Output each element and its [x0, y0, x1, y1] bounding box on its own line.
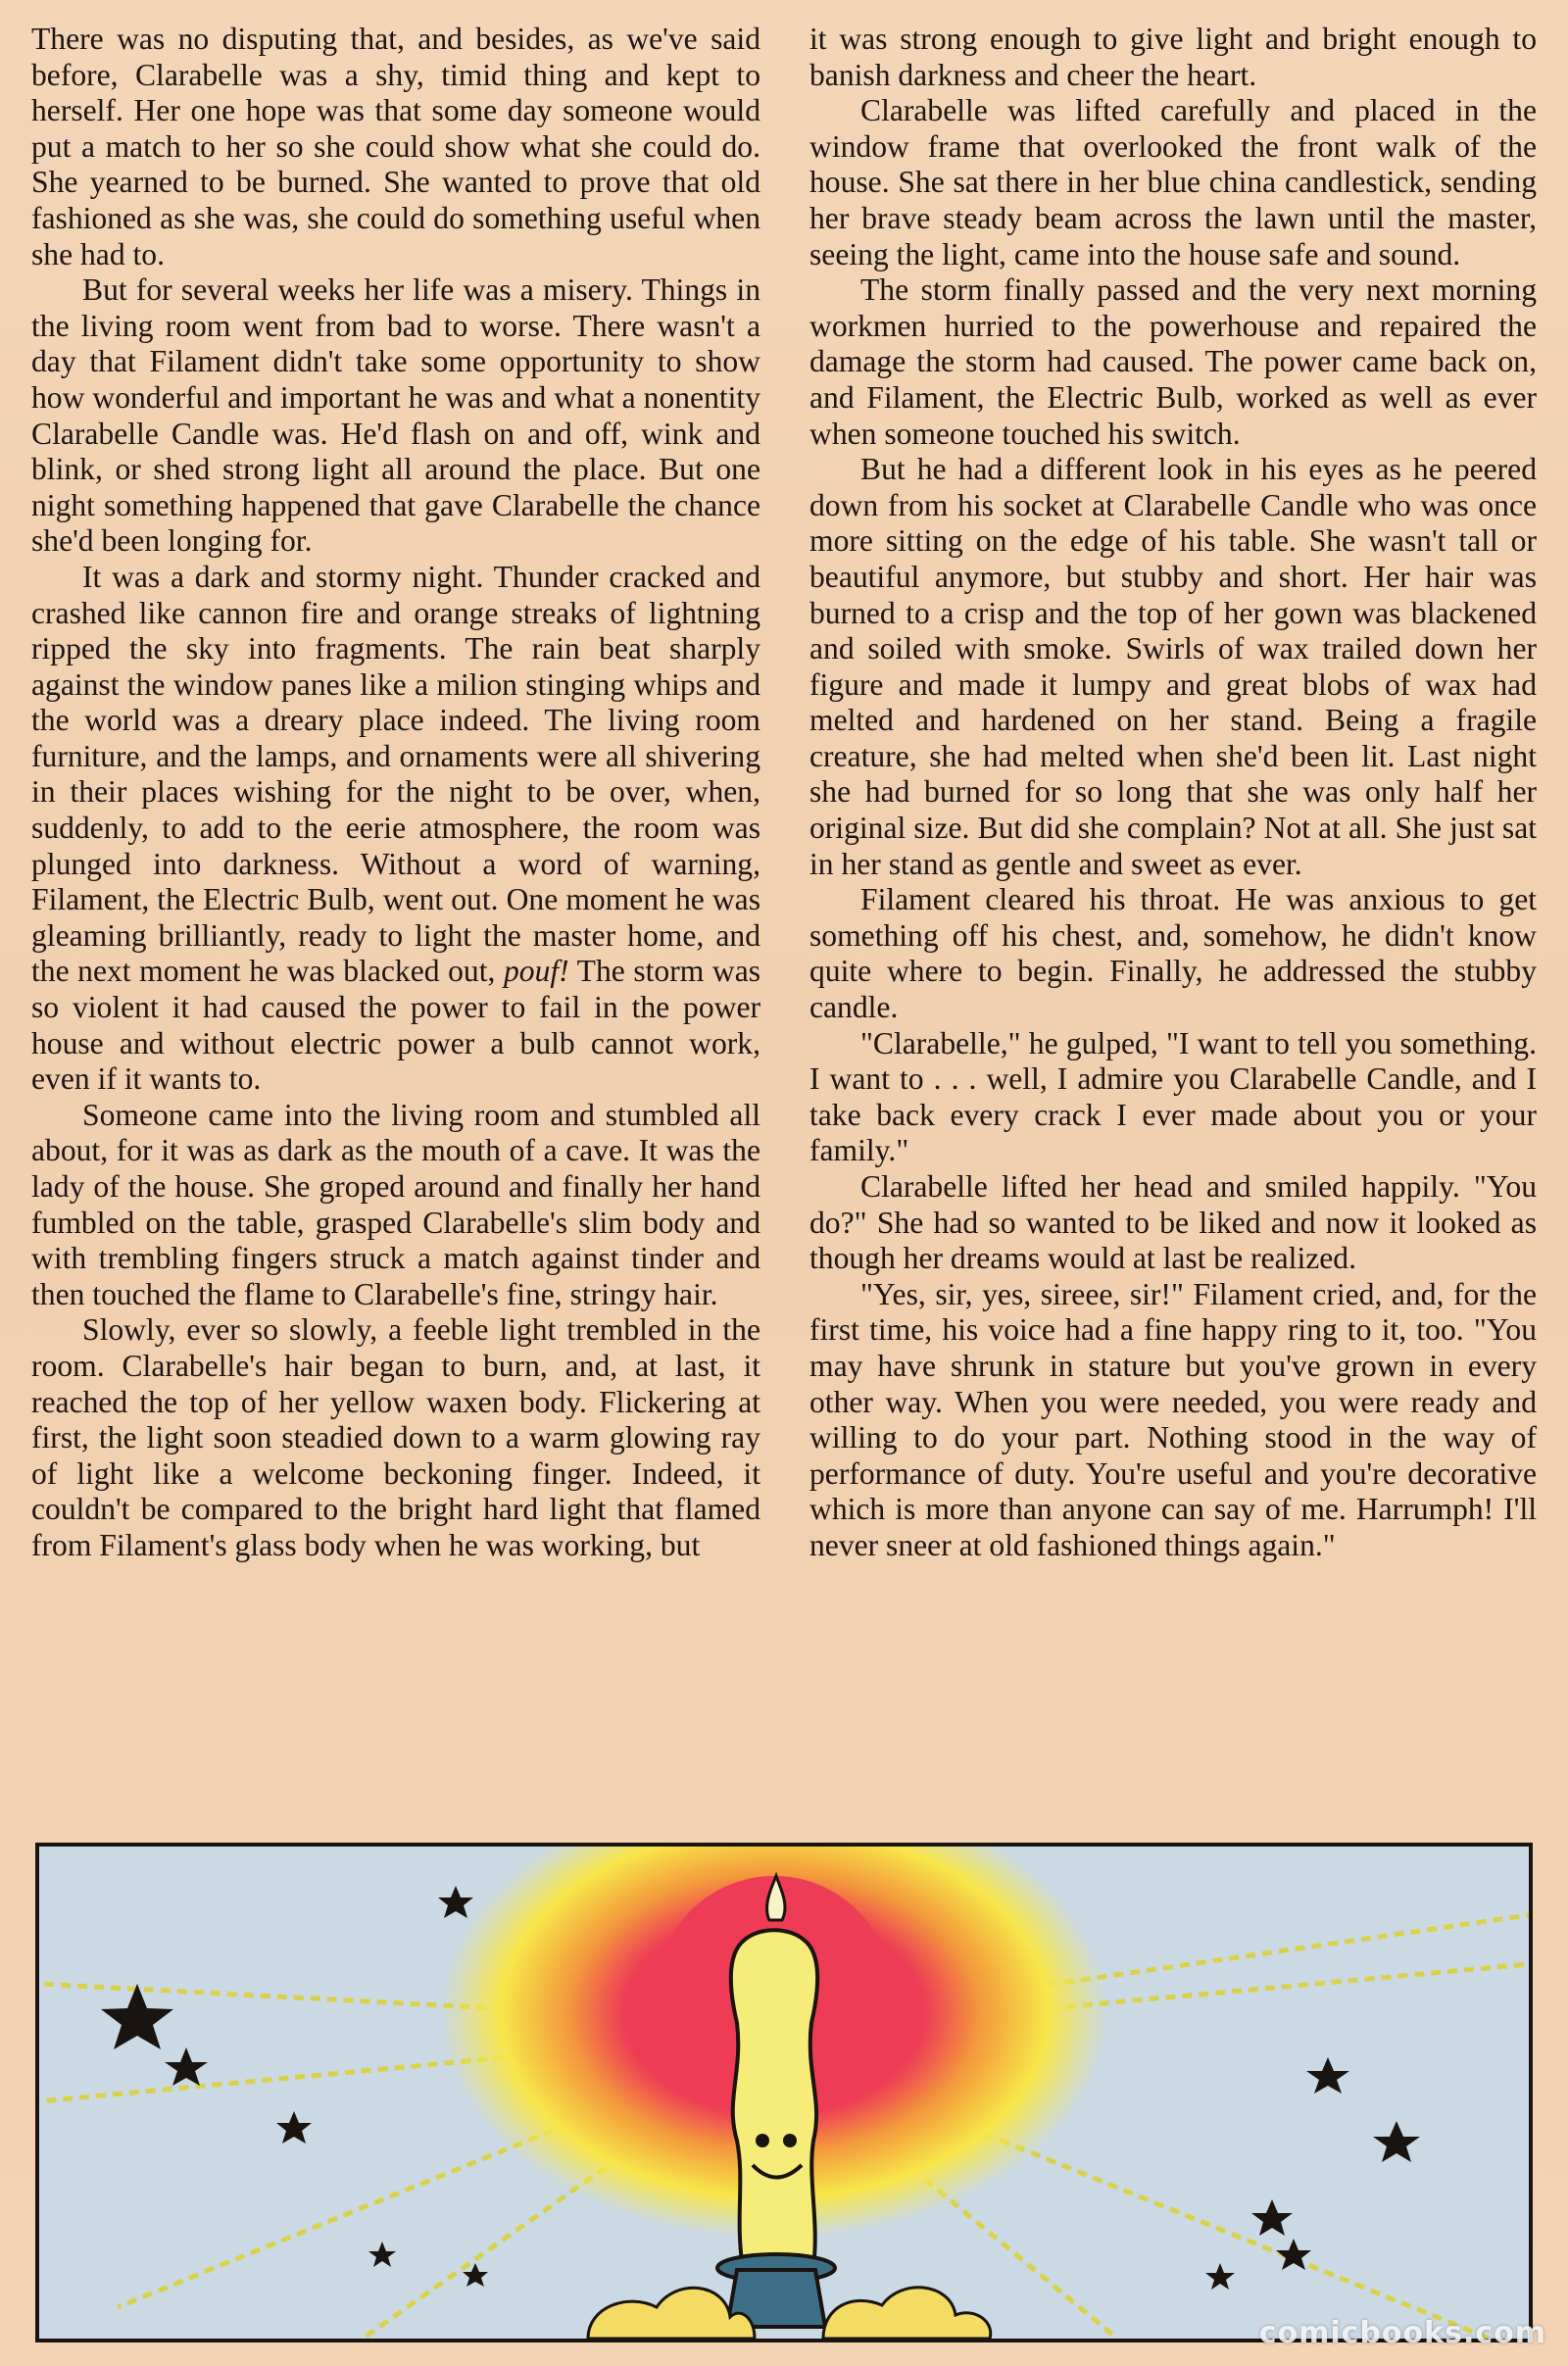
- paragraph: Someone came into the living room and stumbled all about, for it was as dark as the mouth of a cave. It was the lady of the house. She groped around and finally her hand fumbled on the table, grasped Clarabelle's slim body and with trembling fingers struck a match against tinder and then touched the flame to Clarabelle's fine, stringy hair.: [31, 1097, 760, 1311]
- paragraph-text: The storm was so violent it had caused the power to fail in the power house and without electric power a bulb cannot work, even if it wants to.: [31, 954, 761, 1097]
- paragraph: Clarabelle was lifted carefully and placed in the window frame that overlooked the front walk of the house. She sat there in her blue china candlestick, sending her brave steady beam across the lawn until the master, seeing the light, came into the house safe and sound.: [809, 93, 1537, 271]
- paragraph-text: It was a dark and stormy night. Thunder cracked and crashed like cannon fire and orange streaks of lightning ripped the sky into fragments. The rain beat sharply against the window panes like a milion stinging whips and the world was a dreary place indeed. The living room furniture, and the lamps, and ornaments were all shivering in their places wishing for the night to be over, when, suddenly, to add to the eerie atmosphere, the room was plunged into darkness. Without a word of warning, Filament, the Electric Bulb, went out. One moment he was gleaming brilliantly, ready to light the master home, and the next moment he was blacked out,: [31, 559, 760, 989]
- paragraph: Slowly, ever so slowly, a feeble light trembled in the room. Clarabelle's hair began to burn, and, at last, it reached the top of her yellow waxen body. Flickering at first, the light soon steadied down to a warm glowing ray of light like a welcome beckoning finger. Indeed, it couldn't be compared to the bright hard light that flamed from Filament's glass body when he was working, but: [31, 1312, 760, 1562]
- story-column-right: [809, 22, 1537, 1564]
- paragraph: But for several weeks her life was a misery. Things in the living room went from bad to worse. There wasn't a day that Filament didn't take some opportunity to show how wonderful and important he was and what a nonentity Clarabelle Candle was. He'd flash on and off, wink and blink, or shed strong light all around the place. But one night something happened that gave Clarabelle the chance she'd been longing for.: [31, 272, 760, 559]
- paragraph: There was no disputing that, and besides, as we've said before, Clarabelle was a shy, timid thing and kept to herself. Her one hope was that some day someone would put a match to her so she could show what she could do. She yearned to be burned. She wanted to prove that old fashioned as she was, she could do something useful when she had to.: [31, 22, 760, 271]
- paragraph: it was strong enough to give light and bright enough to banish darkness and cheer the heart.: [809, 22, 1537, 92]
- paragraph: The storm finally passed and the very next morning workmen hurried to the powerhouse and repaired the damage the storm had caused. The power came back on, and Filament, the Electric Bulb, worked as well as ever when someone touched his switch.: [809, 272, 1537, 451]
- candle-illustration: [39, 1847, 1529, 2339]
- candle-eye-right: [783, 2134, 797, 2147]
- paragraph: Clarabelle lifted her head and smiled happily. "You do?" She had so wanted to be liked and now it looked as though her dreams would at last be realized.: [809, 1169, 1537, 1276]
- illustration-panel: [35, 1843, 1533, 2342]
- sound-effect: pouf!: [503, 954, 569, 989]
- paragraph: Filament cleared his throat. He was anxious to get something off his chest, and, somehow, he didn't know quite where to begin. Finally, he addressed the stubby candle.: [809, 882, 1537, 1025]
- paragraph: [31, 560, 760, 1098]
- watermark: comicbooks.com: [1258, 2316, 1546, 2350]
- candle-eye-left: [756, 2134, 769, 2147]
- story-column-left: [31, 22, 760, 1564]
- paragraph: "Yes, sir, yes, sireee, sir!" Filament cried, and, for the first time, his voice had a fine happy ring to it, too. "You may have shrunk in stature but you've grown in every other way. When you were needed, you were ready and willing to do your part. Nothing stood in the way of performance of duty. You're useful and you're decorative which is more than anyone can say of me. Harrumph! I'll never sneer at old fashioned things again.": [809, 1276, 1537, 1562]
- paragraph: "Clarabelle," he gulped, "I want to tell you something. I want to . . . well, I admire you Clarabelle Candle, and I take back every crack I ever made about you or your family.": [809, 1025, 1537, 1168]
- paragraph: But he had a different look in his eyes as he peered down from his socket at Clarabelle Candle who was once more sitting on the edge of his table. She wasn't tall or beautiful anymore, but stubby and short. Her hair was burned to a crisp and the top of her gown was blackened and soiled with smoke. Swirls of wax trailed down her figure and made it lumpy and great blobs of wax had melted and hardened on her stand. Being a fragile creature, she had melted when she'd been lit. Last night she had burned for so long that she was only half her original size. But did she complain? Not at all. She just sat in her stand as gentle and sweet as ever.: [809, 452, 1537, 881]
